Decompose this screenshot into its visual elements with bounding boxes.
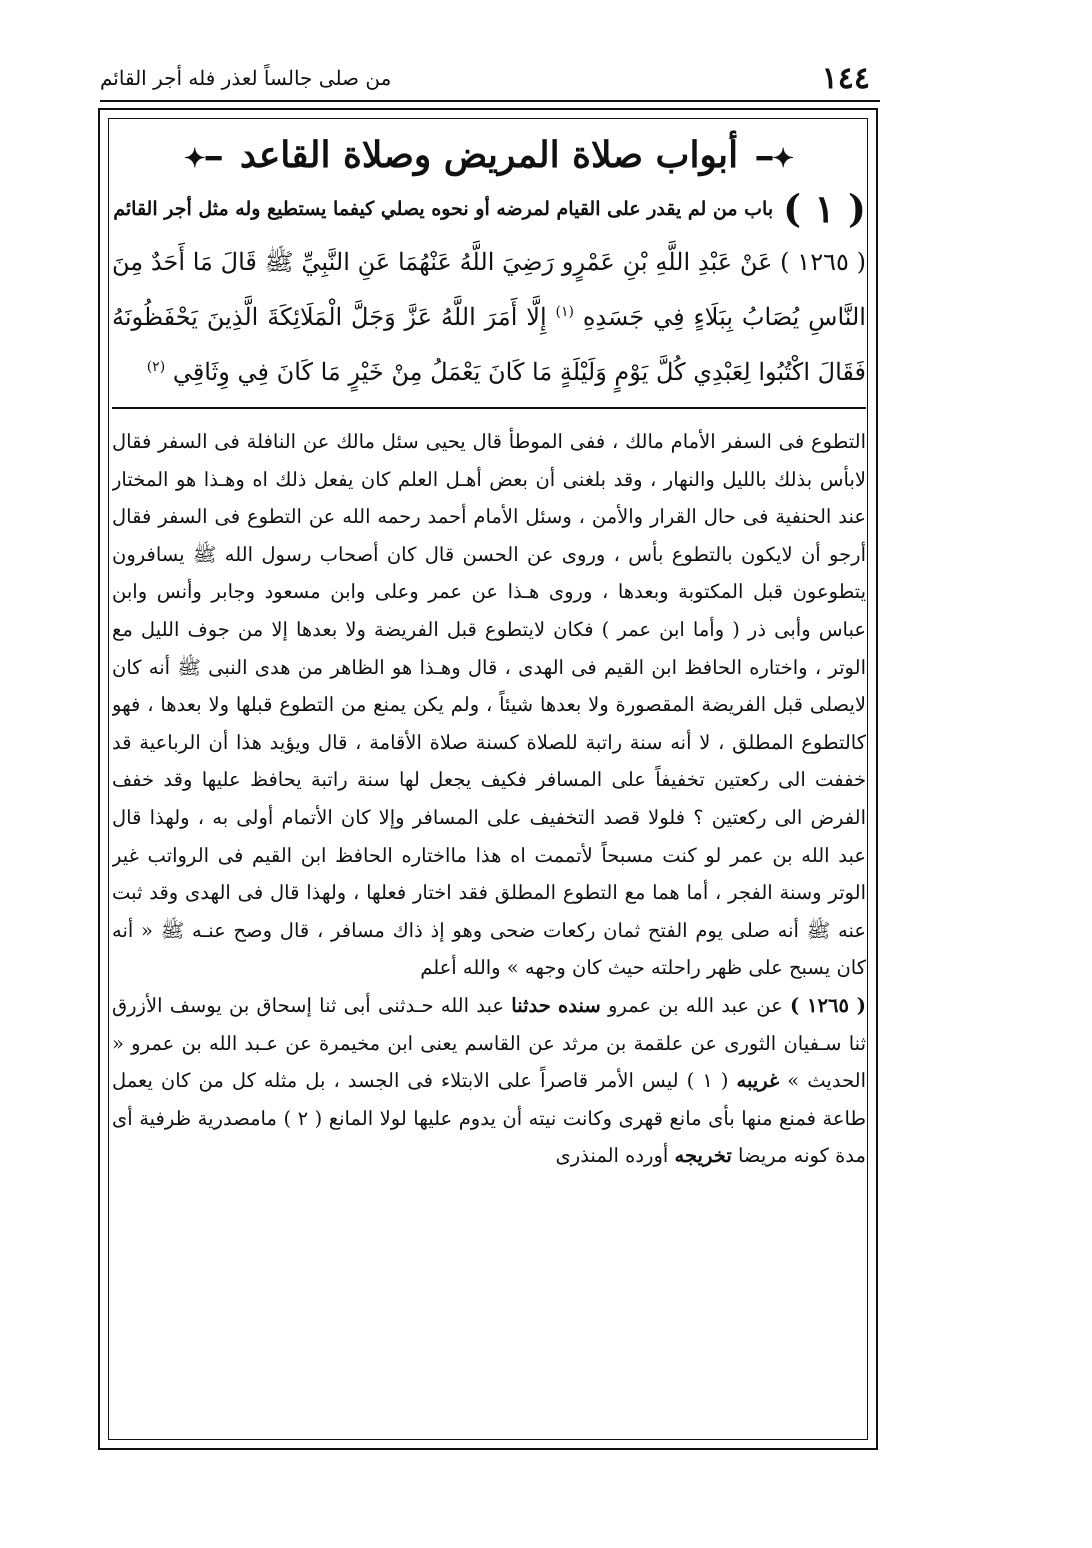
commentary-text: عبد الله حـدثنى أبى ثنا إسحاق بن يوسف الأزرق ثنا سـفيان الثورى عن علقمة بن مرثد عن القاسم يعنى ابن مخيمرة عن عـبد الله بن عمرو « الحديث » — [112, 993, 866, 1093]
bab-title: باب من لم يقدر على القيام لمرضه أو نحوه يصلي كيفما يستطيع وله مثل أجر القائم — [113, 197, 774, 220]
chapter-title-text: أبواب صلاة المريض وصلاة القاعد — [239, 134, 739, 176]
footnote-ref-1: (١) — [555, 304, 574, 320]
page-number: ١٤٤ — [821, 60, 870, 96]
footnote-ref-2: (٢) — [146, 359, 166, 375]
commentary-text: أورده المنذرى — [555, 1144, 669, 1168]
page-header — [100, 58, 870, 98]
bab-heading — [112, 186, 866, 231]
hadith-text-part-1: ( ١٢٦٥ ) عَنْ عَبْدِ اللَّهِ بْنِ عَمْرٍو رَضِيَ اللَّهُ عَنْهُمَا عَنِ النَّبِيِّ ﷺ قَالَ مَا أَحَدٌ مِنَ النَّاسِ يُصَابُ بِبَلَاءٍ فِي جَسَدِهِ — [112, 248, 866, 331]
ornament-right-icon: ✦━ — [756, 144, 795, 174]
hadith-text-part-2: إِلَّا أَمَرَ اللَّهُ عَزَّ وَجَلَّ الْمَلَائِكَةَ الَّذِينَ يَحْفَظُونَهُ فَقَالَ اكْتُبُوا لِعَبْدِي كُلَّ يَوْمٍ وَلَيْلَةٍ مَا كَانَ يَعْمَلُ مِنْ خَيْرٍ مَا كَانَ فِي وِثَاقِي — [112, 303, 866, 386]
section-divider — [112, 407, 866, 409]
commentary-paragraph-1: التطوع فى السفر الأمام مالك ، ففى الموطأ قال يحيى سئل مالك عن النافلة فى السفر فقال لابأس بذلك بالليل والنهار ، وقد بلغنى أن بعض أهـل العلم كان يفعل ذلك اه وهـذا هو المختار عند الحنفية فى حال القرار والأمن ، وسئل الأمام أحمد رحمه الله عن التطوع فى السفر فقال أرجو أن لايكون بالتطوع بأس ، وروى عن الحسن قال كان أصحاب رسول الله ﷺ يسافرون يتطوعون قبل المكتوبة وبعدها ، وروى هـذا عن عمر وعلى وابن مسعود وجابر وأنس وابن عباس وأبى ذر ( وأما ابن عمر ) فكان لايتطوع قبل الفريضة ولا بعدها إلا من جوف الليل مع الوتر ، واختاره الحافظ ابن القيم فى الهدى ، قال وهـذا هو الظاهر من هدى النبى ﷺ أنه كان لايصلى قبل الفريضة المقصورة ولا بعدها شيئاً ، ولم يكن يمنع من التطوع قبلها ولا بعدها ، فهو كالتطوع المطلق ، لا أنه سنة راتبة للصلاة كسنة صلاة الأقامة ، قال ويؤيد هذا أن الرباعية قد خففت الى ركعتين تخفيفاً على المسافر فكيف يجعل لها سنة راتبة يحافظ عليها وقد خفف الفرض الى ركعتين ؟ فلولا قصد التخفيف على المسافر وإلا كان الأتمام أولى به ، ولهذا قال عبد الله بن عمر لو كنت مسبحاً لأتممت اه هذا مااختاره الحافظ ابن القيم فى الرواتب غير الوتر وسنة الفجر ، أما هما مع التطوع المطلق فقد اختار فعلها ، ولهذا قال فى الهدى وقد ثبت عنه ﷺ أنه صلى يوم الفتح ثمان ركعات ضحى وهو إذ ذاك مسافر ، قال وصح عنـه ﷺ « أنه كان يسبح على ظهر راحلته حيث كان وجهه » والله أعلم — [112, 430, 866, 980]
gharib-label: غريبه — [736, 1069, 780, 1093]
takhrij-label: تخريجه — [674, 1144, 732, 1168]
page-content — [112, 120, 866, 1438]
sanad-label: سنده — [558, 993, 601, 1017]
running-title: من صلى جالساً لعذر فله أجر القائم — [100, 66, 392, 90]
commentary-paragraph-2 — [112, 987, 866, 1175]
header-rule — [100, 100, 880, 102]
commentary-text: عن عبد الله بن عمرو — [607, 993, 783, 1017]
commentary-text: ( ١ ) ليس الأمر قاصراً على الابتلاء فى الجسد ، بل مثله كل من كان يعمل طاعة فمنع منها بأى مانع قهرى وكانت نيته أن يدوم عليها لولا المانع ( ٢ ) مامصدرية ظرفية أى مدة كونه مريضا — [112, 1069, 866, 1168]
bab-number: ( ١ ) — [783, 186, 866, 231]
ornament-left-icon: ━✦ — [183, 144, 222, 174]
hadith-number-ref: ( ١٢٦٥ ) — [789, 993, 866, 1017]
hadith-text — [112, 237, 866, 397]
haddathana-label: حدثنا — [511, 993, 551, 1017]
chapter-title — [112, 134, 866, 176]
